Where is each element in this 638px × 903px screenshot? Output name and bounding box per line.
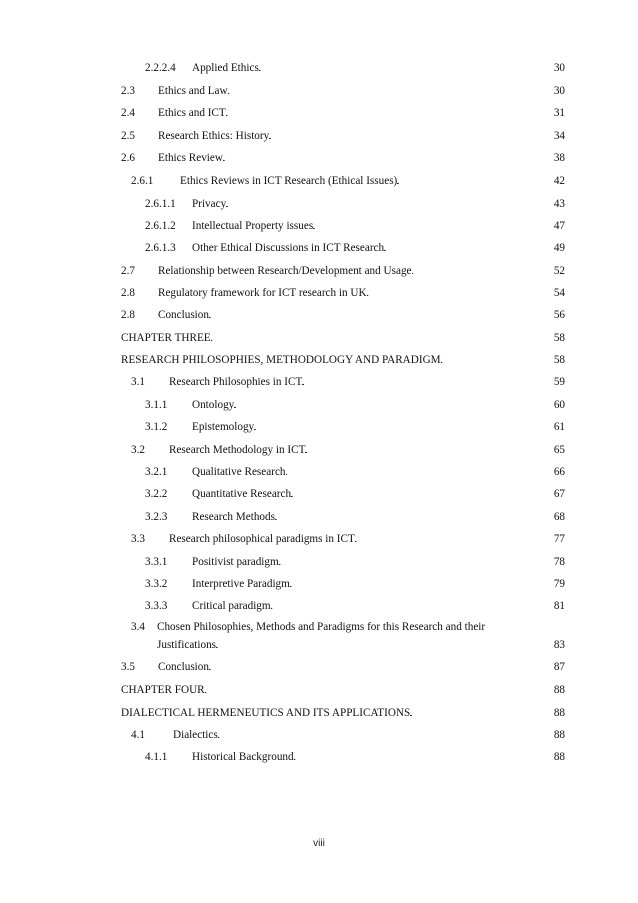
leader-dots	[294, 748, 553, 766]
toc-entry-page: 65	[553, 444, 565, 456]
toc-entry-title: Research Methodology in ICT	[169, 444, 306, 456]
toc-entry-page: 61	[553, 421, 565, 433]
toc-entry-page: 38	[553, 152, 565, 164]
toc-entry[interactable]	[121, 681, 565, 699]
toc-entry[interactable]	[121, 704, 565, 722]
leader-dots	[254, 418, 553, 436]
leader-dots	[211, 329, 553, 347]
page-number: viii	[313, 838, 325, 849]
toc-entry-title: Intellectual Property issues	[192, 220, 314, 232]
toc-entry-number: 2.4	[121, 107, 135, 119]
toc-entry-page: 60	[553, 399, 565, 411]
toc-entry-continuation[interactable]	[157, 636, 565, 654]
toc-entry[interactable]	[145, 463, 565, 481]
toc-entry-page: 81	[553, 600, 565, 612]
toc-entry-title: DIALECTICAL HERMENEUTICS AND ITS APPLICATIONS	[121, 707, 411, 719]
toc-entry-number: 2.6.1.3	[145, 242, 176, 254]
toc-entry-title: Ethics Review	[158, 152, 223, 164]
toc-entry-page: 56	[553, 309, 565, 321]
leader-dots	[279, 553, 553, 571]
leader-dots	[275, 508, 553, 526]
toc-entry-title: Epistemology	[192, 421, 255, 433]
toc-entry-number: 2.8	[121, 287, 135, 299]
toc-entry-page: 58	[553, 354, 565, 366]
toc-entry-number: 3.3	[131, 533, 145, 545]
leader-dots	[205, 681, 553, 699]
leader-dots	[412, 262, 553, 280]
leader-dots	[259, 59, 553, 77]
toc-entry-number: 3.4	[131, 621, 145, 633]
toc-entry-number: 2.6.1.2	[145, 220, 176, 232]
toc-entry-number: 3.1.1	[145, 399, 168, 411]
toc-entry[interactable]	[121, 351, 565, 369]
toc-entry-page: 47	[553, 220, 565, 232]
toc-entry-title: Privacy	[192, 198, 227, 210]
leader-dots	[271, 597, 553, 615]
leader-dots	[269, 127, 553, 145]
toc-entry-number: 2.5	[121, 130, 135, 142]
toc-entry-page: 88	[553, 707, 565, 719]
toc-entry-page: 67	[553, 488, 565, 500]
toc-entry[interactable]	[121, 104, 565, 122]
toc-entry[interactable]	[131, 726, 565, 744]
page-number-footer	[0, 838, 638, 849]
toc-entry-page: 59	[553, 376, 565, 388]
toc-entry-title: Conclusion	[158, 309, 209, 321]
toc-entry-page: 34	[553, 130, 565, 142]
toc-entry-number: 2.7	[121, 265, 135, 277]
leader-dots	[218, 726, 553, 744]
toc-entry-title: Conclusion	[158, 661, 209, 673]
toc-entry-number: 3.5	[121, 661, 135, 673]
leader-dots	[313, 217, 553, 235]
toc-entry-page: 79	[553, 578, 565, 590]
toc-entry-number: 2.6.1.1	[145, 198, 176, 210]
toc-entry[interactable]	[145, 195, 565, 213]
toc-entry[interactable]	[121, 149, 565, 167]
toc-entry-page: 77	[553, 533, 565, 545]
leader-dots	[226, 104, 553, 122]
toc-entry-page: 30	[553, 85, 565, 97]
toc-entry[interactable]	[145, 217, 565, 235]
toc-entry[interactable]	[121, 82, 565, 100]
toc-entry-page: 66	[553, 466, 565, 478]
toc-entry-page: 31	[553, 107, 565, 119]
toc-entry[interactable]	[131, 373, 565, 391]
toc-entry-title: Interpretive Paradigm	[192, 578, 290, 590]
toc-entry[interactable]	[121, 127, 565, 145]
toc-entry[interactable]	[131, 530, 565, 548]
leader-dots	[441, 351, 553, 369]
toc-entry[interactable]	[145, 485, 565, 503]
toc-entry[interactable]	[131, 172, 565, 190]
toc-entry-title: Chosen Philosophies, Methods and Paradigms for this Research and their	[157, 621, 486, 633]
toc-entry-title: Relationship between Research/Development and Usage	[158, 265, 412, 277]
toc-entry-number: 3.2.2	[145, 488, 168, 500]
leader-dots	[302, 373, 553, 391]
toc-entry[interactable]	[145, 508, 565, 526]
toc-entry-title: RESEARCH PHILOSOPHIES, METHODOLOGY AND PARADIGM	[121, 354, 441, 366]
toc-entry-title: Research philosophical paradigms in ICT	[169, 533, 355, 545]
toc-entry-title: Ethics Reviews in ICT Research (Ethical Issues)	[180, 175, 398, 187]
toc-entry-title: Applied Ethics	[192, 62, 259, 74]
toc-entry[interactable]	[145, 239, 565, 257]
leader-dots	[234, 396, 553, 414]
leader-dots	[384, 239, 553, 257]
leader-dots	[223, 149, 553, 167]
toc-entry-title: Critical paradigm	[192, 600, 271, 612]
toc-entry-page: 54	[553, 287, 565, 299]
toc-entry-page: 88	[553, 729, 565, 741]
toc-entry[interactable]	[145, 748, 565, 766]
toc-entry-title: Research Ethics: History	[158, 130, 270, 142]
toc-entry[interactable]	[131, 441, 565, 459]
toc-entry[interactable]	[121, 284, 565, 302]
leader-dots	[367, 284, 553, 302]
toc-entry[interactable]	[145, 396, 565, 414]
toc-entry-title: Research Philosophies in ICT	[169, 376, 303, 388]
leader-dots	[305, 441, 552, 459]
leader-dots	[228, 82, 553, 100]
toc-entry-title: Dialectics	[173, 729, 218, 741]
leader-dots	[226, 195, 553, 213]
toc-entry-number: 3.2.3	[145, 511, 168, 523]
toc-entry-number: 2.2.2.4	[145, 62, 176, 74]
leader-dots	[209, 306, 553, 324]
leader-dots	[291, 485, 553, 503]
toc-entry-title: Ontology	[192, 399, 235, 411]
toc-entry-number: 3.2.1	[145, 466, 168, 478]
leader-dots	[209, 658, 553, 676]
toc-entry-page: 30	[553, 62, 565, 74]
toc-entry[interactable]	[121, 329, 565, 347]
toc-entry-title: Ethics and ICT	[158, 107, 226, 119]
toc-entry-page: 49	[553, 242, 565, 254]
toc-entry[interactable]	[145, 553, 565, 571]
toc-entry[interactable]	[145, 575, 565, 593]
toc-entry-page: 83	[553, 639, 565, 651]
toc-entry-number: 2.6.1	[131, 175, 154, 187]
toc-entry-title: Regulatory framework for ICT research in UK	[158, 287, 367, 299]
toc-entry-number: 4.1	[131, 729, 145, 741]
toc-entry-page: 52	[553, 265, 565, 277]
toc-entry-page: 88	[553, 684, 565, 696]
toc-entry-page: 78	[553, 556, 565, 568]
toc-entry[interactable]	[121, 658, 565, 676]
toc-entry-title: CHAPTER THREE	[121, 332, 211, 344]
toc-entry[interactable]	[121, 262, 565, 280]
toc-entry-title: CHAPTER FOUR	[121, 684, 205, 696]
leader-dots	[286, 463, 553, 481]
toc-entry-wrapped[interactable]	[131, 618, 485, 636]
toc-entry-title: Qualitative Research	[192, 466, 286, 478]
leader-dots	[216, 636, 553, 654]
leader-dots	[410, 704, 553, 722]
toc-entry-title: Research Methods	[192, 511, 275, 523]
toc-entry-number: 3.3.1	[145, 556, 168, 568]
toc-entry-title: Quantitative Research	[192, 488, 292, 500]
toc-entry-number: 3.3.2	[145, 578, 168, 590]
toc-entry[interactable]	[145, 597, 565, 615]
toc-entry-page: 42	[553, 175, 565, 187]
leader-dots	[397, 172, 553, 190]
toc-entry-page: 58	[553, 332, 565, 344]
toc-entry-title: Other Ethical Discussions in ICT Research	[192, 242, 385, 254]
toc-entry-number: 3.1.2	[145, 421, 168, 433]
toc-entry-number: 3.1	[131, 376, 145, 388]
leader-dots	[290, 575, 553, 593]
toc-entry-page: 68	[553, 511, 565, 523]
toc-entry[interactable]	[121, 306, 565, 324]
toc-entry-number: 2.6	[121, 152, 135, 164]
toc-entry-number: 3.3.3	[145, 600, 168, 612]
toc-entry-page: 88	[553, 751, 565, 763]
leader-dots	[355, 530, 553, 548]
toc-entry-number: 2.8	[121, 309, 135, 321]
toc-entry-number: 2.3	[121, 85, 135, 97]
toc-entry-title: Historical Background	[192, 751, 294, 763]
toc-entry-title: Ethics and Law	[158, 85, 228, 97]
toc-entry-title-continued: Justifications	[157, 639, 217, 651]
toc-entry-number: 3.2	[131, 444, 145, 456]
toc-entry[interactable]	[145, 59, 565, 77]
toc-entry[interactable]	[145, 418, 565, 436]
toc-entry-title: Positivist paradigm	[192, 556, 279, 568]
toc-entry-number: 4.1.1	[145, 751, 168, 763]
toc-entry-page: 87	[553, 661, 565, 673]
toc-entry-page: 43	[553, 198, 565, 210]
